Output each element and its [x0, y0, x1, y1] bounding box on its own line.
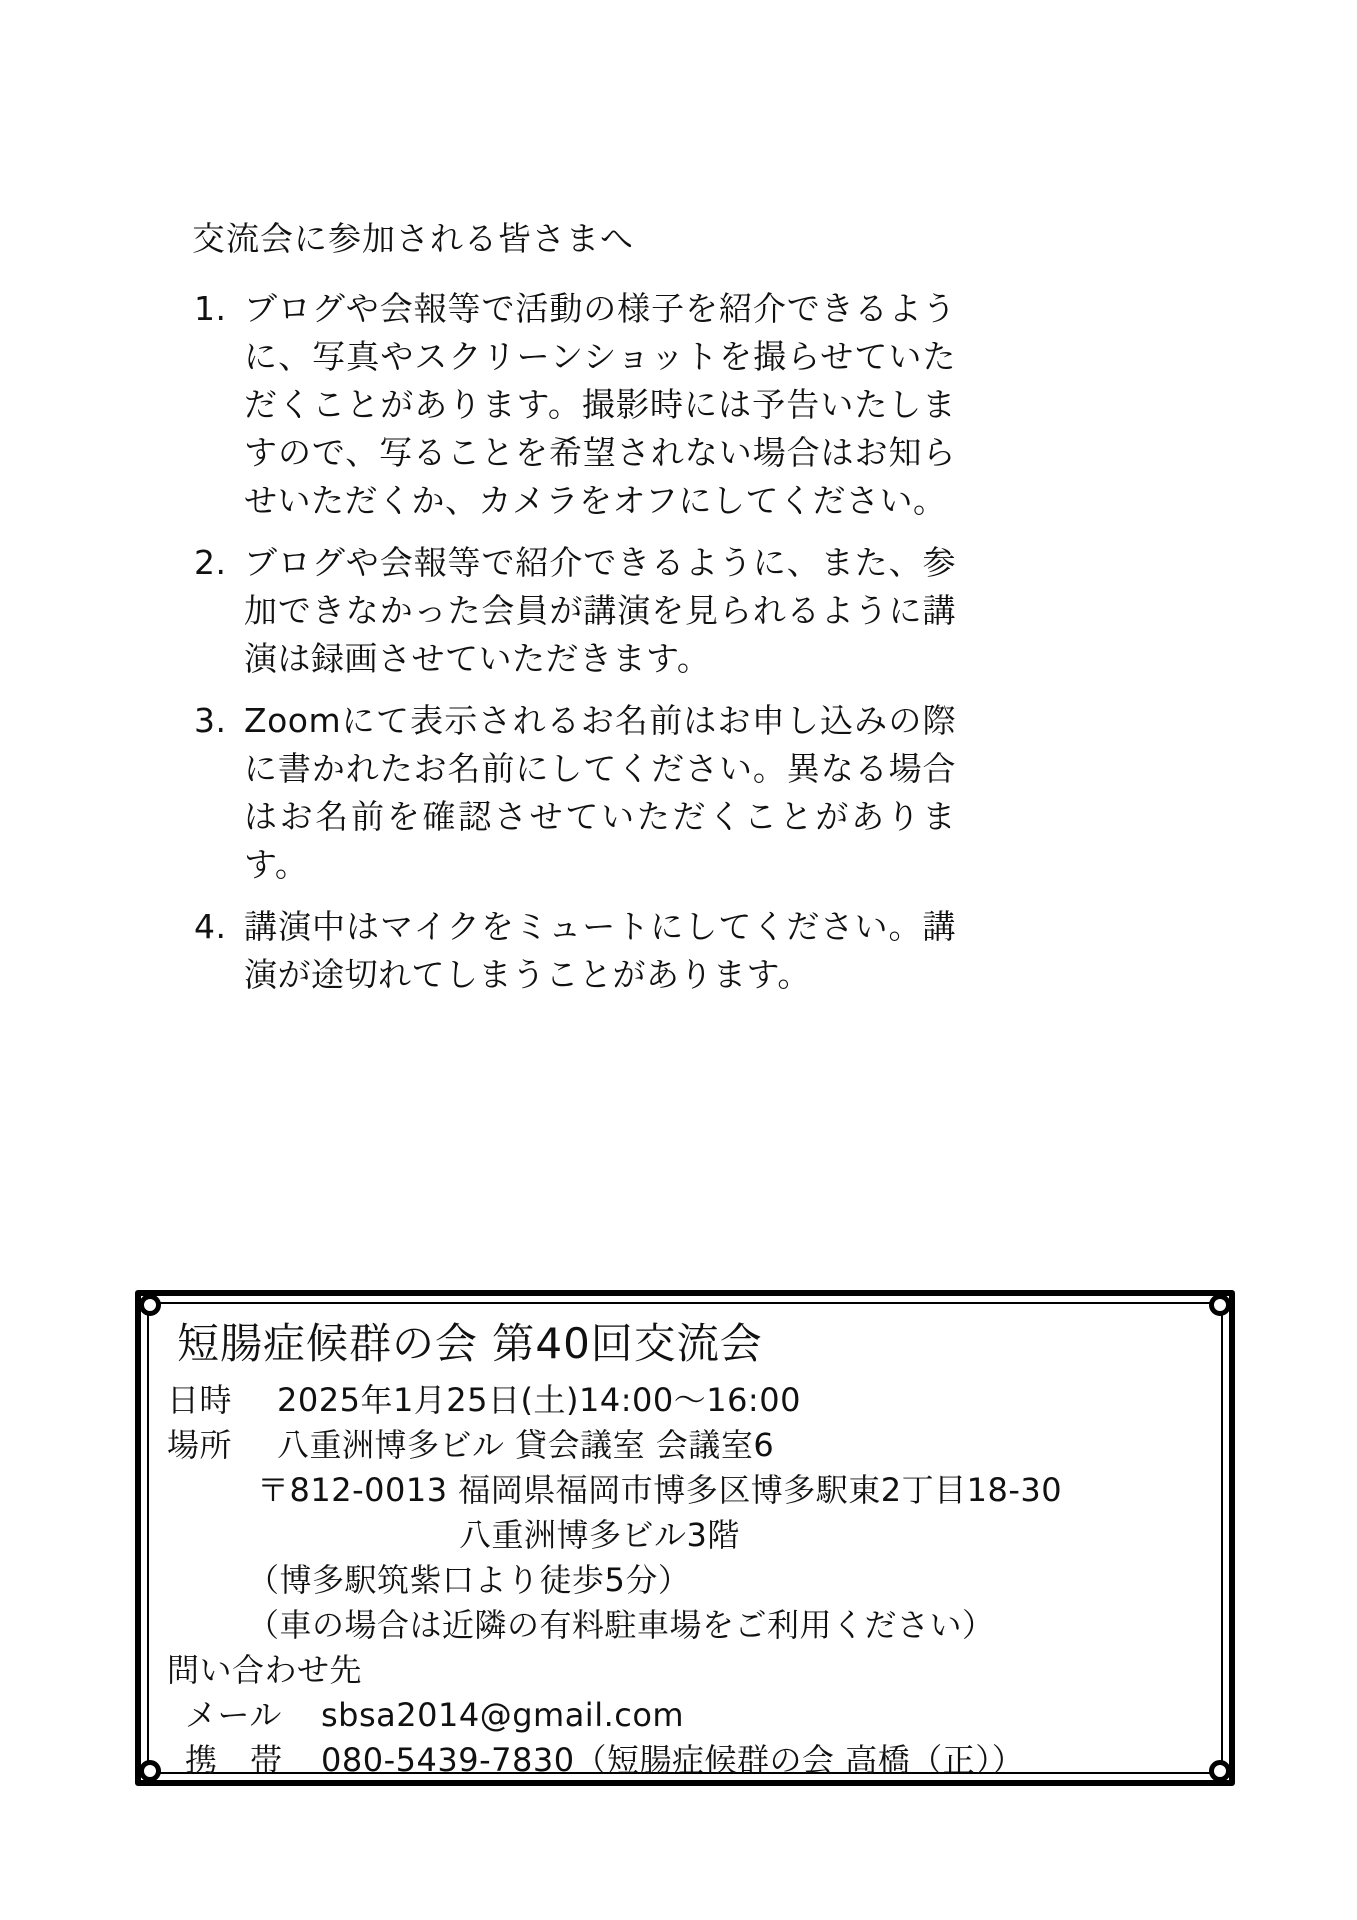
list-item-text: ブログや会報等で活動の様子を紹介できるように、写真やスクリーンショットを撮らせていただくことがあります。撮影時には予告いたしますので、写ることを希望されない場合はお知らせいただくか、カメラをオフにしてください。 [244, 289, 956, 520]
list-item-number: 4. [194, 907, 227, 946]
list-item-number: 2. [194, 543, 227, 582]
phone-label: 携 帯 [185, 1741, 283, 1779]
list-item-text: ブログや会報等で紹介できるように、また、参加できなかった会員が講演を見られるように講演は録画させていただきます。 [244, 543, 956, 678]
list-item [194, 539, 1237, 683]
event-info-box [135, 1290, 1235, 1786]
page-title: 交流会に参加される皆さまへ [192, 219, 634, 258]
datetime-value: 2025年1月25日(土)14:00～16:00 [277, 1381, 801, 1419]
list-item [194, 903, 1237, 999]
access-note-parking: （車の場合は近隣の有料駐車場をご利用ください） [247, 1606, 995, 1644]
event-title: 短腸症候群の会 第40回交流会 [177, 1319, 763, 1368]
event-info-inner [147, 1302, 1223, 1779]
venue-label: 場所 [167, 1426, 233, 1464]
contact-phone-row [185, 1738, 1207, 1783]
frame-corner-ornament-icon [1209, 1294, 1231, 1316]
frame-corner-ornament-icon [139, 1760, 161, 1782]
list-item [194, 285, 1237, 525]
list-item-text: Zoomにて表示されるお名前はお申し込みの際に書かれたお名前にしてください。異なる場合はお名前を確認させていただくことがあります。 [244, 701, 956, 884]
email-label: メール [185, 1696, 282, 1734]
venue-address-line1: 〒812-0013 福岡県福岡市博多区博多駅東2丁目18-30 [257, 1471, 1063, 1509]
venue-address-line2: 八重洲博多ビル3階 [459, 1516, 740, 1554]
event-venue-row [167, 1423, 1207, 1468]
phone-value: 080-5439-7830（短腸症候群の会 高橋（正）） [321, 1741, 1025, 1779]
list-item-number: 3. [194, 701, 227, 740]
frame-corner-ornament-icon [1209, 1760, 1231, 1782]
datetime-label: 日時 [167, 1381, 233, 1419]
access-note-walk: （博多駅筑紫口より徒歩5分） [247, 1561, 691, 1599]
event-datetime-row [167, 1378, 1207, 1423]
venue-value: 八重洲博多ビル 貸会議室 会議室6 [277, 1426, 775, 1464]
contact-heading: 問い合わせ先 [167, 1651, 363, 1689]
email-value: sbsa2014@gmail.com [321, 1696, 685, 1734]
list-item [194, 697, 1237, 889]
list-item-text: 講演中はマイクをミュートにしてください。講演が途切れてしまうことがあります。 [244, 907, 956, 994]
notice-list [194, 285, 1237, 999]
list-item-number: 1. [194, 289, 227, 328]
frame-corner-ornament-icon [139, 1294, 161, 1316]
contact-email-row [185, 1693, 1207, 1738]
